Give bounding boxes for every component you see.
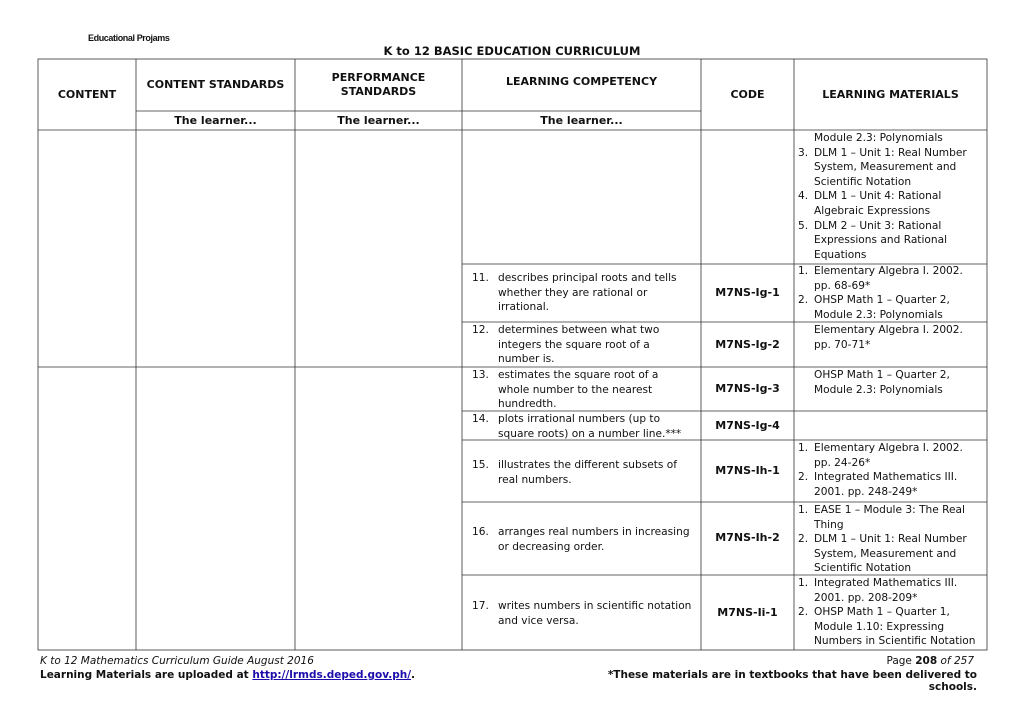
competency-text: describes principal roots and tells whether they are rational or irrational.	[498, 272, 677, 314]
header-learner-content-standards: The learner...	[174, 113, 257, 127]
materials-list	[798, 576, 978, 649]
header-learner-competency: The learner...	[540, 113, 623, 127]
list-item: Elementary Algebra I. 2002. pp. 70-71*	[814, 324, 963, 351]
list-item: 2. OHSP Math 1 – Quarter 2, Module 2.3: Polynomials	[798, 294, 950, 321]
materials-list	[798, 264, 978, 322]
footer-guide: K to 12 Mathematics Curriculum Guide August 2016	[40, 655, 314, 667]
list-item: 3. DLM 1 – Unit 1: Real Number System, Measurement and Scientific Notation	[798, 146, 967, 188]
materials-list	[798, 368, 978, 397]
competency-number: 14.	[472, 413, 489, 425]
competency-code: M7NS-Ig-3	[715, 382, 780, 395]
competency-code: M7NS-Ih-1	[715, 464, 780, 477]
competency-number: 12.	[472, 324, 489, 336]
footer-upload-note: Learning Materials are uploaded at http://lrmds.deped.gov.ph/.	[40, 669, 416, 681]
competency-text: arranges real numbers in increasing or decreasing order.	[498, 526, 690, 553]
list-item: Module 2.3: Polynomials	[814, 132, 943, 144]
competency-text: plots irrational numbers (up to square roots) on a number line.***	[498, 413, 682, 440]
list-item: 5. DLM 2 – Unit 3: Rational Expressions and Rational Equations	[798, 219, 948, 261]
competency-text: writes numbers in scientific notation and vice versa.	[498, 600, 692, 627]
list-item: 1. Elementary Algebra I. 2002. pp. 68-69*	[798, 265, 963, 292]
competency-number: 11.	[472, 272, 489, 284]
header-performance-standards: PERFORMANCE STANDARDS	[331, 71, 426, 98]
list-item: 2. Integrated Mathematics III. 2001. pp. 248-249*	[798, 471, 958, 498]
competency-code: M7NS-Ig-4	[715, 419, 780, 432]
continued-materials-list	[798, 131, 978, 262]
competency-number: 16.	[472, 526, 489, 538]
lrmds-link[interactable]: http://lrmds.deped.gov.ph/	[252, 669, 412, 681]
competency-code: M7NS-Ig-2	[715, 338, 780, 351]
header-learner-performance-standards: The learner...	[337, 113, 420, 127]
materials-list	[798, 503, 978, 576]
header-learning-competency: LEARNING COMPETENCY	[505, 75, 658, 88]
list-item: 4. DLM 1 – Unit 4: Rational Algebraic Expressions	[798, 190, 942, 217]
competency-number: 15.	[472, 459, 489, 471]
competency-code: M7NS-Ig-1	[715, 286, 780, 299]
competency-text: illustrates the different subsets of real numbers.	[498, 459, 677, 486]
competency-code: M7NS-Ih-2	[715, 531, 780, 544]
competency-text: estimates the square root of a whole number to the nearest hundredth.	[498, 369, 659, 411]
header-code: CODE	[730, 87, 765, 101]
watermark: Educational Projams	[88, 33, 170, 43]
competency-number: 13.	[472, 369, 489, 381]
list-item: 1. EASE 1 – Module 3: The Real Thing	[798, 504, 965, 531]
competency-text: determines between what two integers the square root of a number is.	[498, 324, 660, 366]
header-learning-materials: LEARNING MATERIALS	[822, 87, 959, 101]
footer-textbook-note: *These materials are in textbooks that have been delivered to schools.	[607, 669, 977, 693]
document-title: K to 12 BASIC EDUCATION CURRICULUM	[383, 44, 641, 58]
list-item: 1. Integrated Mathematics III. 2001. pp. 208-209*	[798, 577, 958, 604]
list-item: 2. OHSP Math 1 – Quarter 1, Module 1.10: Expressing Numbers in Scientific Notation	[798, 606, 976, 648]
footer-page: Page 208 of 257	[886, 655, 974, 667]
materials-list	[798, 441, 978, 499]
header-content-standards: CONTENT STANDARDS	[146, 78, 285, 91]
list-item: 2. DLM 1 – Unit 1: Real Number System, Measurement and Scientific Notation	[798, 533, 967, 575]
list-item: OHSP Math 1 – Quarter 2, Module 2.3: Polynomials	[814, 369, 950, 396]
competency-number: 17.	[472, 600, 489, 612]
list-item: 1. Elementary Algebra I. 2002. pp. 24-26*	[798, 442, 963, 469]
header-content: CONTENT	[57, 87, 117, 101]
competency-code: M7NS-Ii-1	[717, 606, 778, 619]
materials-list	[798, 323, 978, 352]
